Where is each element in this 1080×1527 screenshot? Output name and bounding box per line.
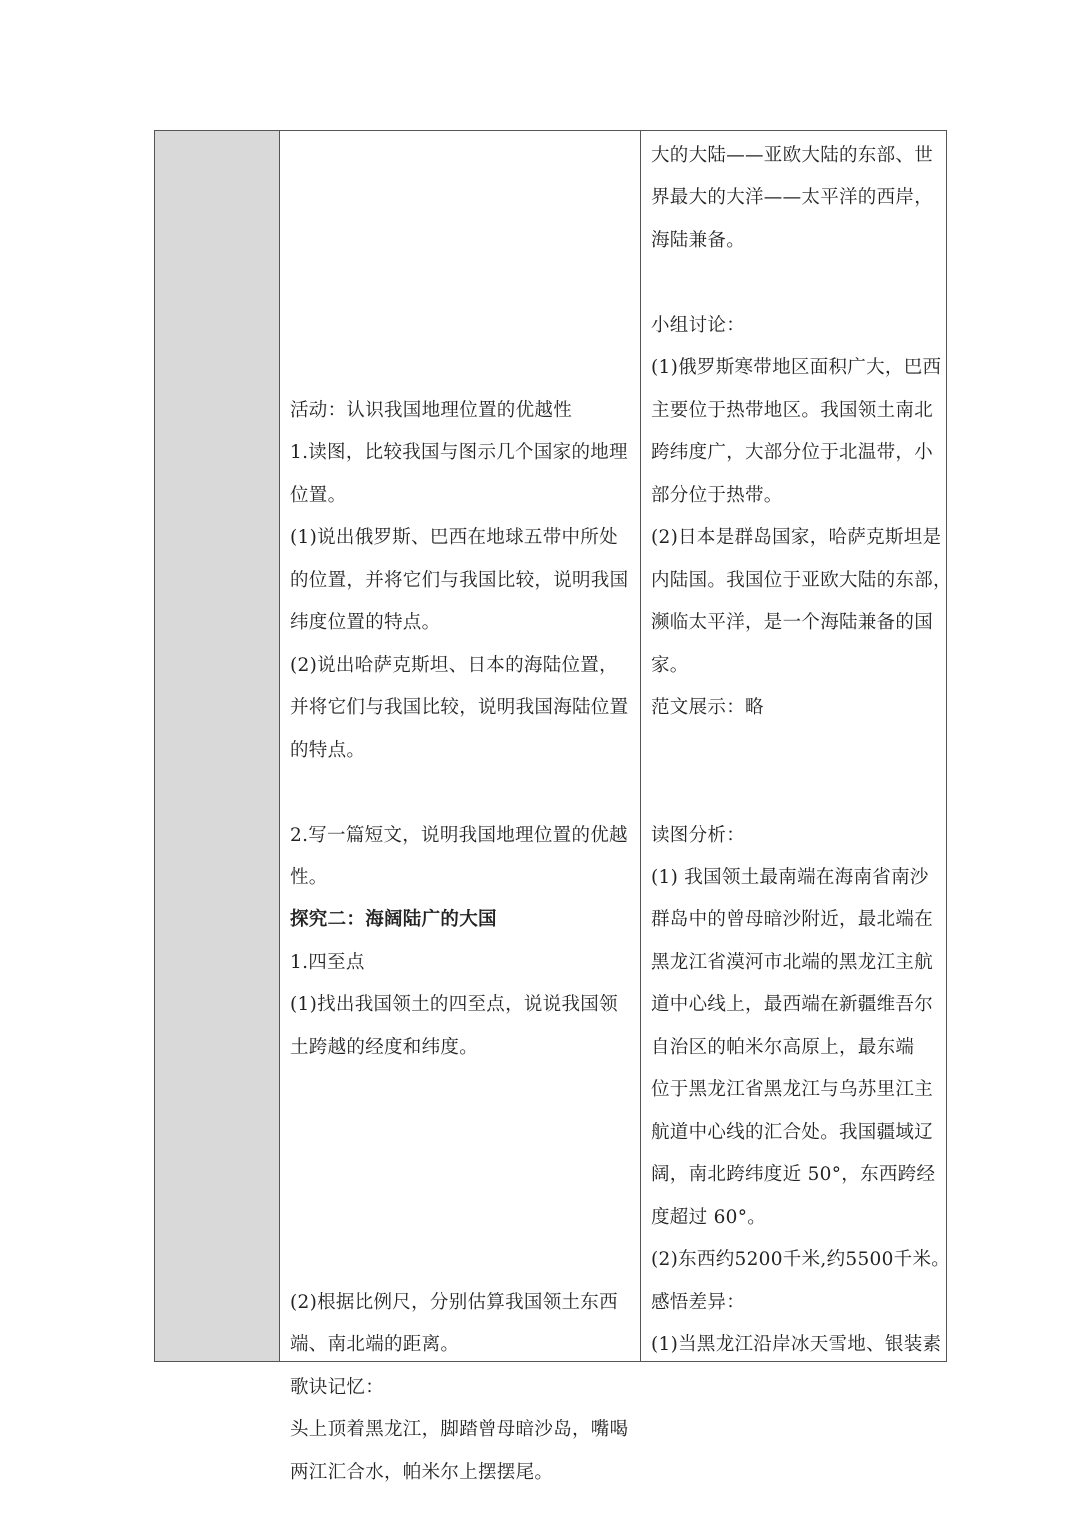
activity-title: 活动：认识我国地理位置的优越性 (290, 400, 573, 421)
text-line: 感悟差异： (651, 1292, 746, 1313)
text-line: 道中心线上，最西端在新疆维吾尔 (651, 994, 934, 1015)
text-line: 并将它们与我国比较，说明我国海陆位置 (290, 697, 629, 718)
text-line: 界最大的大洋——太平洋的西岸， (651, 187, 934, 208)
text-line: (1)当黑龙江沿岸冰天雪地、银装素 (651, 1334, 942, 1355)
text-line: 的特点。 (290, 740, 366, 761)
middle-column (280, 131, 641, 1483)
text-line: 主要位于热带地区。我国领土南北 (651, 400, 934, 421)
analysis-heading: 读图分析： (651, 825, 746, 846)
text-line: 阔，南北跨纬度近 50°，东西跨经 (651, 1164, 936, 1185)
text-line: 部分位于热带。 (651, 485, 783, 506)
left-column-shaded (155, 131, 280, 1361)
text-line: 黑龙江省漠河市北端的黑龙江主航 (651, 952, 934, 973)
text-line: 濒临太平洋，是一个海陆兼备的国 (651, 612, 934, 633)
text-line: 1.四至点 (290, 952, 365, 973)
text-line: 跨纬度广，大部分位于北温带，小 (651, 442, 934, 463)
right-column (641, 131, 952, 1361)
text-line: (1) 我国领土最南端在海南省南沙 (651, 867, 929, 888)
text-line: 群岛中的曾母暗沙附近，最北端在 (651, 909, 934, 930)
section-heading: 探究二：海阔陆广的大国 (290, 909, 497, 930)
text-line: 的位置，并将它们与我国比较，说明我国 (290, 570, 629, 591)
text-line: 度超过 60°。 (651, 1207, 767, 1228)
text-line: (1)找出我国领土的四至点，说说我国领 (290, 994, 618, 1015)
text-line: 2.写一篇短文，说明我国地理位置的优越 (290, 825, 628, 846)
text-line: (2)日本是群岛国家，哈萨克斯坦是 (651, 527, 942, 548)
text-line: 范文展示：略 (651, 697, 764, 718)
text-line: (1)俄罗斯寒带地区面积广大，巴西 (651, 357, 942, 378)
text-line: 家。 (651, 655, 689, 676)
text-line: 两江汇合水，帕米尔上摆摆尾。 (290, 1462, 554, 1483)
lesson-table (154, 130, 952, 1483)
text-line: 大的大陆——亚欧大陆的东部、世 (651, 145, 934, 166)
text-line: 1.读图，比较我国与图示几个国家的地理 (290, 442, 628, 463)
text-line: 海陆兼备。 (651, 230, 746, 251)
text-line: 歌诀记忆： (290, 1377, 385, 1398)
text-line: 航道中心线的汇合处。我国疆域辽 (651, 1122, 934, 1143)
text-line: 位置。 (290, 485, 347, 506)
text-line: 纬度位置的特点。 (290, 612, 441, 633)
text-line: 自治区的帕米尔高原上，最东端 (651, 1037, 915, 1058)
text-line: 端、南北端的距离。 (290, 1334, 460, 1355)
text-line: 内陆国。我国位于亚欧大陆的东部， (651, 570, 952, 591)
text-line: (2)东西约5200千米,约5500千米。 (651, 1249, 951, 1270)
text-line: (2)根据比例尺，分别估算我国领土东西 (290, 1292, 618, 1313)
text-line: 土跨越的经度和纬度。 (290, 1037, 479, 1058)
text-line: (1)说出俄罗斯、巴西在地球五带中所处 (290, 527, 618, 548)
text-line: 性。 (290, 867, 328, 888)
text-line: 位于黑龙江省黑龙江与乌苏里江主 (651, 1079, 934, 1100)
discussion-heading: 小组讨论： (651, 315, 746, 336)
text-line: (2)说出哈萨克斯坦、日本的海陆位置， (290, 655, 618, 676)
text-line: 头上顶着黑龙江，脚踏曾母暗沙岛，嘴喝 (290, 1419, 629, 1440)
